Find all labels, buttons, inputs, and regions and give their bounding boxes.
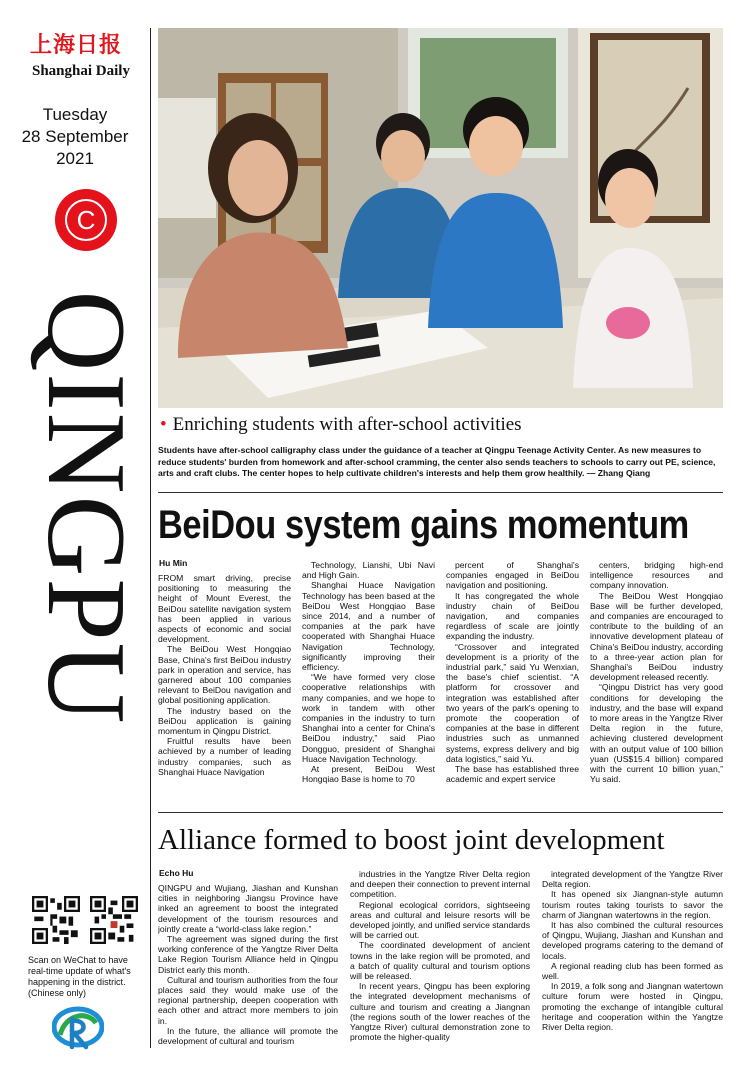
article1-byline: Hu Min bbox=[159, 558, 188, 568]
article-paragraph: “Crossover and integrated development is a priority of the industrial park,” said Yu Wenxian, the base's chief scientist. “A platform for crossover and integration was established after two years of the park's opening to promote the cooperation of companies at the base in different industries such as unmanned systems, express delivery and big data logistics,” said Yu. bbox=[446, 641, 579, 764]
article-paragraph: industries in the Yangtze River Delta region and deepen their connection to prevent internal competition. bbox=[350, 869, 530, 900]
date-day-month: 28 September bbox=[21, 127, 129, 146]
article2-column bbox=[542, 869, 723, 1058]
article2-column bbox=[350, 869, 530, 1058]
article-paragraph: “Qingpu District has very good conditions for developing the industry, and the base will expand to more areas in the Yangtze River Delta region in the future, achieving clustered development with an output value of 100 billion yuan (US$15.4 billion) compared with the current 10 billion yuan,” Yu said. bbox=[590, 682, 723, 785]
article-paragraph: The base has established three academic and expert service bbox=[446, 764, 579, 785]
article-paragraph: The BeiDou West Hongqiao Base will be further developed, and companies are encouraged to contribute to the building of an innovative development plateau of China's BeiDou industry, according to a three-year action plan for Shanghai's BeiDou industry development released recently. bbox=[590, 590, 723, 683]
photo-heading-text: Enriching students with after-school activities bbox=[172, 414, 522, 435]
article-paragraph: Fruitful results have been achieved by a number of leading industry companies, such as Shanghai Huace Navigation bbox=[158, 736, 291, 777]
article-paragraph: QINGPU and Wujiang, Jiashan and Kunshan cities in neighboring Jiangsu Province have inked an agreement to boost the integrated development of the tourism resources and jointly create a “world-class lake region.” bbox=[158, 883, 338, 934]
column-divider bbox=[150, 28, 151, 1048]
article-paragraph: integrated development of the Yangtze River Delta region. bbox=[542, 869, 723, 890]
article-paragraph: centers, bridging high-end intelligence resources and company innovation. bbox=[590, 560, 723, 591]
article-paragraph: In 2019, a folk song and Jiangnan watertown culture forum were hosted in Qingpu, promoting the exchange of intangible cultural heritage and cooperation within the Yangtze River Delta region. bbox=[542, 981, 723, 1033]
district-logo-icon bbox=[52, 1005, 104, 1051]
article1-column bbox=[158, 573, 291, 805]
article1-column bbox=[446, 560, 579, 805]
article-paragraph: FROM smart driving, precise positioning to measuring the height of Mount Everest, the BeiDou satellite navigation system has been applied in various aspects of economic and social development. bbox=[158, 573, 291, 645]
article-paragraph: At present, BeiDou West Hongqiao Base is home to 70 bbox=[302, 764, 435, 785]
photo-heading bbox=[160, 414, 522, 436]
article-paragraph: In the future, the alliance will promote the development of cultural and tourism bbox=[158, 1025, 338, 1047]
article2-headline: Alliance formed to boost joint development bbox=[158, 824, 665, 856]
article-paragraph: The industry based on the BeiDou application is gaining momentum in Qingpu District. bbox=[158, 705, 291, 737]
article1-headline: BeiDou system gains momentum bbox=[158, 503, 689, 547]
section-badge bbox=[55, 189, 117, 251]
article-paragraph: The BeiDou West Hongqiao Base, China's first BeiDou industry park in operation and service, has garnered about 100 companies relevant to BeiDou navigation and global positioning application. bbox=[158, 644, 291, 706]
article-paragraph: “We have formed very close cooperative relationships with many companies, and we hope to work in tandem with other companies in the industry to turn Shanghai into a center for China's BeiDou industry,” said Piao Dongguo, president of Shanghai Huace Navigation Technology. bbox=[302, 672, 435, 764]
masthead-english-title: Shanghai Daily bbox=[32, 63, 130, 79]
article-paragraph: The agreement was signed during the first working conference of the Yangtze River Delta Lake Region Tourism Alliance held in Qingpu District early this month. bbox=[158, 934, 338, 975]
photo-caption: Students have after-school calligraphy class under the guidance of a teacher at Qingpu Teenage Activity Center. As new measures to reduce students' burden from homework and after-school cramming, the center also sends teachers to schools to carry out PE, science, arts and craft clubs. The center hopes to help cultivate children's interests and help them grow healthily. — Zhang Qiang bbox=[158, 445, 716, 478]
masthead-chinese-title: 上海日报 bbox=[30, 33, 123, 58]
calligraphy-class-photo bbox=[158, 28, 723, 408]
article-paragraph: A regional reading club has been formed as well. bbox=[542, 960, 723, 982]
article-paragraph: It has opened six Jiangnan-style autumn tourism routes taking tourists to savor the charm of Jiangnan watertowns in the region. bbox=[542, 889, 723, 920]
article-paragraph: Shanghai Huace Navigation Technology has been based at the BeiDou West Hongqiao Base since 2014, and a number of companies at the park have cooperated with Shanghai Huace Navigation Technology, significantly improving their efficiency. bbox=[302, 580, 435, 673]
article-paragraph: Technology, Lianshi, Ubi Navi and High Gain. bbox=[302, 560, 435, 581]
section-rule bbox=[158, 812, 723, 813]
date-year: 2021 bbox=[56, 149, 94, 168]
district-name: QINGPU bbox=[24, 290, 148, 726]
date-weekday: Tuesday bbox=[42, 105, 108, 124]
article2-column bbox=[158, 883, 338, 1058]
article-paragraph: It has also combined the cultural resources of Qingpu, Wujiang, Jiashan and Kunshan and developed programs catering to the demand of locals. bbox=[542, 920, 723, 961]
section-letter: C bbox=[65, 199, 107, 241]
section-rule bbox=[158, 492, 723, 493]
wechat-note: Scan on WeChat to have real-time update of what's happening in the district. (Chinese only) bbox=[28, 955, 131, 998]
article2-byline: Echo Hu bbox=[159, 868, 194, 878]
article-paragraph: It has congregated the whole industry chain of BeiDou navigation, and companies regardless of scale are jointly expanding the industry. bbox=[446, 590, 579, 642]
article-paragraph: percent of Shanghai's companies engaged in BeiDou navigation and positioning. bbox=[446, 560, 579, 591]
article-paragraph: In recent years, Qingpu has been exploring the integrated development mechanisms of culture and tourism and creating a Jiangnan (the regions south of the lower reaches of the Yangtze River) cultural demonstration zone to promote the higher-quality bbox=[350, 981, 530, 1043]
wechat-qr-code-icon[interactable] bbox=[32, 896, 80, 944]
article-paragraph: Regional ecological corridors, sightseeing areas and cultural and leisure resorts will be developed jointly, and unified service standards will be carried out. bbox=[350, 899, 530, 941]
left-rail bbox=[0, 0, 150, 1077]
article-paragraph: The coordinated development of ancient towns in the lake region will be promoted, and a batch of quality cultural and tourism options will be released. bbox=[350, 940, 530, 982]
wechat-qr-code-icon[interactable] bbox=[90, 896, 138, 944]
article1-column bbox=[590, 560, 723, 805]
article1-column bbox=[302, 560, 435, 805]
bullet-icon: • bbox=[160, 414, 167, 435]
article-paragraph: Cultural and tourism authorities from the four places said they would make use of the regional partnership, deepen cooperation with each other and attract more members to join in. bbox=[158, 974, 338, 1026]
